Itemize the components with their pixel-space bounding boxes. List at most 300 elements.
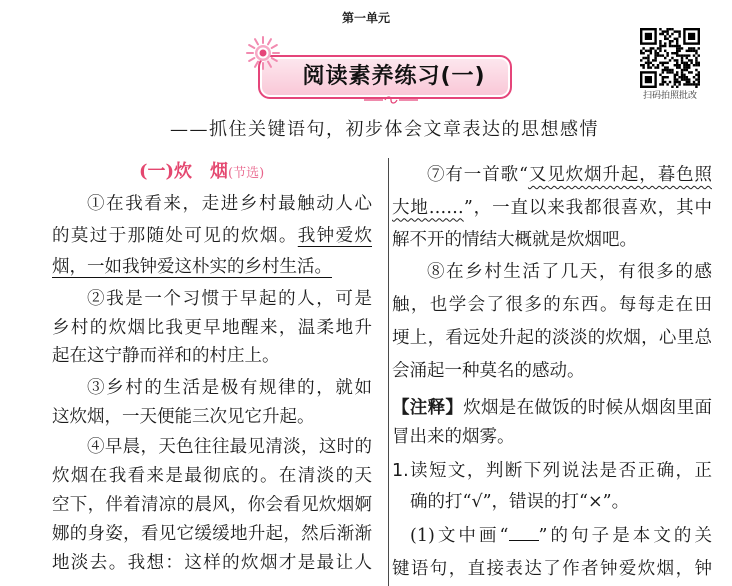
qr-module [645,62,647,64]
qr-module [671,40,673,42]
paragraph-line [392,192,712,225]
qr-module [671,52,673,54]
qr-module [674,78,676,80]
qr-module [678,81,680,83]
qr-module [676,59,678,61]
qr-module [698,81,700,83]
qr-module [669,71,671,73]
qr-module [674,74,676,76]
qr-module [666,83,668,85]
qr-module [698,64,700,66]
qr-module [695,57,697,59]
key-sentence-underlined: 我钟爱炊 [297,225,372,246]
qr-module [693,47,695,49]
qr-module [654,52,656,54]
qr-module [676,66,678,68]
qr-module [695,52,697,54]
qr-module [666,38,668,40]
question-line [392,553,712,586]
qr-module [652,64,654,66]
qr-module [659,42,661,44]
qr-module [678,76,680,78]
qr-module [647,50,649,52]
qr-module [662,64,664,66]
qr-module [640,52,642,54]
qr-module [688,78,690,80]
qr-module [676,62,678,64]
qr-module [669,69,671,71]
qr-module [688,64,690,66]
paragraph-3 [52,374,372,431]
qr-module [664,42,666,44]
paragraph-line [52,520,372,549]
qr-module [681,76,683,78]
text-segment: 会涌起一种莫名的感动。 [392,361,585,381]
paragraph-line [392,322,712,355]
qr-module [686,54,688,56]
qr-module [695,59,697,61]
qr-module [657,52,659,54]
paragraph-line [392,224,712,257]
qr-module [659,28,661,30]
passage-heading [139,160,264,186]
qr-module [666,62,668,64]
qr-module [688,66,690,68]
qr-module [678,64,680,66]
qr-module [681,74,683,76]
text-segment: ②我是一个习惯于早起的人，可是 [87,289,372,309]
qr-module [669,40,671,42]
text-segment: 键语句，直接表达了作者钟爱炊烟，钟 [392,559,712,579]
qr-module [676,42,678,44]
flower-decoration-icon [246,36,280,70]
qr-module [659,83,661,85]
qr-module [681,59,683,61]
qr-module [642,52,644,54]
qr-module [676,81,678,83]
text-segment: 埂上，看远处升起的淡淡的炊烟，心里总 [392,328,712,348]
paragraph-line [392,159,712,192]
question-line [392,487,712,518]
text-segment: 炊烟在我看来是最彻底的。在清淡的天 [52,465,372,486]
paragraph-line [52,433,372,462]
text-segment: 起在这宁静而祥和的村庄上。 [52,346,280,366]
qr-module [676,71,678,73]
qr-module [664,76,666,78]
qr-module [686,69,688,71]
paragraph-8 [392,256,712,388]
qr-module [662,62,664,64]
qr-module [676,45,678,47]
qr-module [681,69,683,71]
qr-module [669,59,671,61]
text-segment: 炊烟是在做饭的时候从烟囱里面 [463,398,713,418]
qr-module [664,38,666,40]
text-segment: 的莫过于那随处可见的炊烟。 [52,225,298,246]
qr-module [690,47,692,49]
qr-module [695,62,697,64]
qr-module [657,66,659,68]
text-segment: ”，一直以来我都很喜欢，其中 [463,197,712,218]
qr-module [688,50,690,52]
page-title: 阅读素养练习(一) [302,64,486,89]
qr-module [659,47,661,49]
qr-module [683,69,685,71]
qr-module [693,76,695,78]
qr-module [666,76,668,78]
qr-module [688,83,690,85]
paragraph-line [52,285,372,314]
qr-module [674,81,676,83]
qr-module [659,45,661,47]
qr-module [662,83,664,85]
qr-module [647,59,649,61]
qr-module [698,74,700,76]
qr-module [686,64,688,66]
qr-module [688,59,690,61]
qr-module [688,47,690,49]
qr-module [678,50,680,52]
qr-module [674,76,676,78]
qr-module [662,54,664,56]
qr-module [690,83,692,85]
qr-module [674,45,676,47]
text-segment: 确的打“√”，错误的打“×”。 [410,492,630,512]
qr-module [666,66,668,68]
qr-module [674,52,676,54]
paragraph-line [52,491,372,520]
qr-module [686,78,688,80]
text-segment: 乡村的炊烟比我更早地醒来，温柔地升 [52,317,372,338]
text-segment: 读短文，判断下列说法是否正确，正 [410,461,712,481]
annotation-line [392,423,712,452]
annotation-label: 【注释】 [392,398,464,418]
qr-module [654,66,656,68]
question-1-item-1 [392,520,712,586]
paragraph-line [52,314,372,343]
qr-module [659,74,661,76]
qr-module [676,64,678,66]
qr-module [690,71,692,73]
qr-module [686,83,688,85]
qr-module [678,54,680,56]
qr-module [666,52,668,54]
qr-module [650,52,652,54]
paragraph-line [52,252,372,284]
qr-module [678,33,680,35]
text-segment: 触，也学会了很多的东西。每每走在田 [392,295,712,315]
qr-module [645,50,647,52]
qr-module [681,54,683,56]
qr-module [650,62,652,64]
qr-module [686,81,688,83]
qr-module [650,50,652,52]
qr-module [686,62,688,64]
qr-module [664,69,666,71]
qr-module [686,57,688,59]
song-lyric-wavy: 又见炊烟升起，暮色照 [527,165,712,185]
question-number: 1. [392,461,409,481]
qr-module [698,78,700,80]
qr-caption: 扫码拍照批改 [642,91,697,101]
text-segment: 解不开的情结大概就是炊烟吧。 [392,230,637,250]
qr-module [693,81,695,83]
qr-module [681,47,683,49]
qr-module [674,30,676,32]
qr-module [645,57,647,59]
qr-module [671,28,673,30]
text-segment: ⑦有一首歌“ [427,165,528,185]
paragraph-2 [52,285,372,371]
qr-module [686,50,688,52]
qr-module [686,66,688,68]
qr-module [688,81,690,83]
qr-module [666,69,668,71]
qr-module [647,62,649,64]
text-segment: 娜的身姿，看见它缓缓地升起，然后渐渐 [52,523,372,544]
qr-module [671,86,673,88]
qr-module [647,57,649,59]
qr-module [683,66,685,68]
qr-module [678,30,680,32]
qr-module [657,64,659,66]
qr-module [662,78,664,80]
qr-module [678,83,680,85]
paragraph-line [52,342,372,371]
text-segment: (1)文中画“ [410,526,509,546]
qr-module [650,66,652,68]
qr-module [664,50,666,52]
qr-module [690,59,692,61]
qr-module [676,38,678,40]
text-segment: 空下，伴着清凉的晨风，你会看见炊烟婀 [52,494,372,515]
qr-module [678,45,680,47]
qr-module [676,54,678,56]
qr-module [676,52,678,54]
qr-module [659,40,661,42]
qr-module [695,78,697,80]
qr-module [686,76,688,78]
qr-module [688,54,690,56]
qr-module [676,86,678,88]
qr-module [659,54,661,56]
qr-module [676,74,678,76]
qr-module [664,35,666,37]
text-segment: ”的句子是本文的关 [538,526,712,546]
column-divider [388,158,389,586]
paragraph-line [392,289,712,322]
qr-module [683,74,685,76]
qr-module [671,71,673,73]
qr-module [695,83,697,85]
qr-module [669,42,671,44]
qr-module [676,30,678,32]
question-line [392,520,712,553]
question-1 [392,456,712,518]
qr-module [652,47,654,49]
qr-module [666,71,668,73]
qr-module [678,47,680,49]
passage-number: (一) [139,161,175,182]
qr-module [698,62,700,64]
qr-module [662,71,664,73]
qr-module [664,45,666,47]
qr-module [662,30,664,32]
qr-module [695,86,697,88]
title-banner [258,55,512,99]
qr-module [688,71,690,73]
qr-module [678,66,680,68]
qr-module [647,64,649,66]
question-line [392,456,712,487]
song-lyric-wavy: 大地…… [392,197,464,218]
qr-module [645,76,652,83]
qr-module [683,64,685,66]
paragraph-1 [52,189,372,284]
qr-module [669,81,671,83]
qr-module [650,47,652,49]
qr-module [683,62,685,64]
qr-module [698,47,700,49]
qr-module [688,33,695,40]
qr-module [662,33,664,35]
paragraph-line [52,374,372,403]
qr-module [647,66,649,68]
paragraph-4 [52,433,372,578]
qr-module [690,62,692,64]
text-segment: 冒出来的烟雾。 [392,427,515,447]
unit-label: 第一单元 [341,11,390,25]
page-subtitle: ——抓住关键语句，初步体会文章表达的思想感情 [170,119,599,140]
paragraph-line [392,355,712,388]
qr-module [640,50,642,52]
qr-module [676,47,678,49]
qr-module [698,83,700,85]
qr-module [662,45,664,47]
qr-module [640,64,642,66]
excerpt-note: (节选) [228,166,265,181]
qr-module [669,28,671,30]
paragraph-line [52,221,372,253]
qr-module [695,50,697,52]
underline-marker-blank [509,526,539,541]
qr-module [669,35,671,37]
qr-module [693,50,695,52]
paragraph-line [52,462,372,491]
qr-module [664,66,666,68]
qr-module [693,54,695,56]
qr-module [671,69,673,71]
qr-module [693,83,695,85]
qr-module [674,83,676,85]
qr-module [659,33,661,35]
paragraph-line [52,403,372,432]
text-segment: ①在我看来，走进乡村最触动人心 [87,194,372,214]
qr-module [657,54,659,56]
text-segment: ④早晨，天色往往最见清淡，这时的 [87,436,372,457]
text-segment: 地淡去。我想：这样的炊烟才是最让人 [52,552,372,573]
qr-module [690,50,692,52]
qr-module [698,54,700,56]
qr-module [662,76,664,78]
qr-module [676,78,678,80]
qr-module [678,35,680,37]
annotation [392,394,712,452]
qr-module [654,50,656,52]
qr-module [657,47,659,49]
qr-module [664,62,666,64]
text-segment: ③乡村的生活是极有规律的，就如 [87,378,372,398]
qr-module [642,47,644,49]
paragraph-line [52,189,372,221]
paragraph-line [392,256,712,289]
qr-module [698,76,700,78]
qr-module [664,81,666,83]
text-segment: 这炊烟，一天便能三次见它升起。 [52,406,315,427]
qr-module [681,78,683,80]
qr-module [666,54,668,56]
qr-module [681,71,683,73]
qr-module [695,64,697,66]
qr-module [683,78,685,80]
qr-module [642,64,644,66]
qr-module [674,38,676,40]
qr-module [666,33,668,35]
qr-module [662,81,664,83]
qr-module [683,54,685,56]
qr-module [659,62,661,64]
qr-module [654,57,656,59]
qr-module [683,76,685,78]
qr-module [647,54,649,56]
qr-module [674,64,676,66]
qr-code-icon [640,28,700,88]
qr-module [659,50,661,52]
qr-module [654,59,656,61]
qr-module [674,59,676,61]
qr-module [695,69,697,71]
qr-module [681,57,683,59]
qr-module [671,33,673,35]
qr-module [683,83,685,85]
qr-module [669,45,671,47]
qr-module [645,33,652,40]
text-segment: ⑧在乡村生活了几天，有很多的感 [427,262,712,282]
qr-module [666,28,668,30]
qr-module [652,59,654,61]
qr-module [640,59,642,61]
qr-module [676,40,678,42]
qr-module [654,54,656,56]
qr-module [676,50,678,52]
paragraph-7 [392,159,712,257]
qr-module [642,66,644,68]
banner-ornament-icon [362,95,420,105]
paragraph-line [52,549,372,578]
qr-module [666,30,668,32]
key-sentence-underlined: 烟，一如我钟爱这朴实的乡村生活。 [52,257,332,277]
qr-module [693,64,695,66]
qr-module [664,30,666,32]
qr-module [671,45,673,47]
qr-module [671,57,673,59]
annotation-line [392,394,712,423]
qr-module [662,69,664,71]
passage-title: 炊 烟 [174,161,229,182]
qr-module [664,57,666,59]
qr-module [698,71,700,73]
qr-module [681,62,683,64]
